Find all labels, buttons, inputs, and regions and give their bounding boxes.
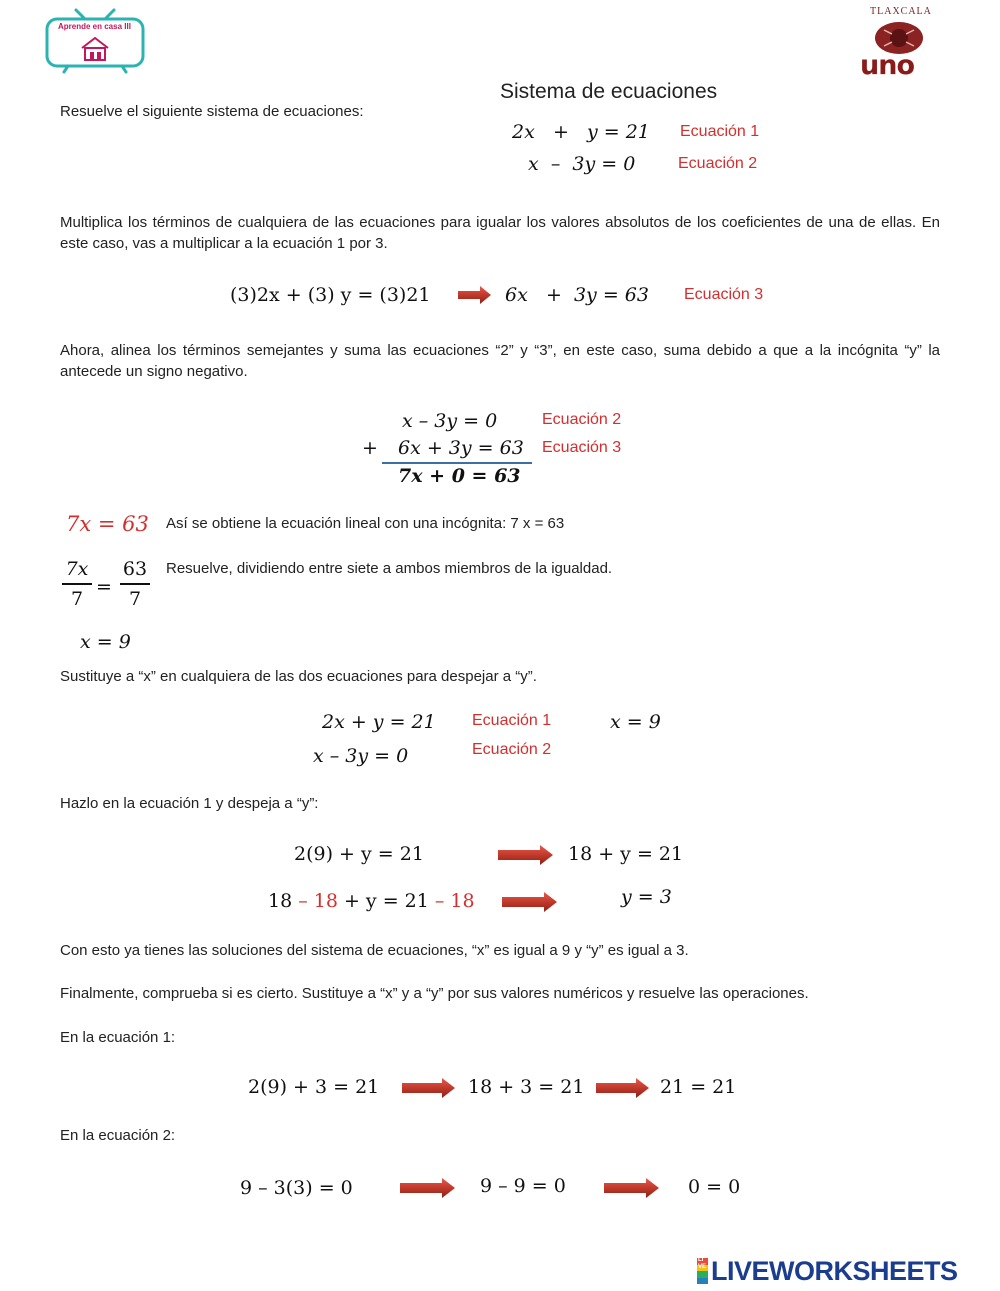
live-badge-text: LIVE bbox=[698, 1257, 707, 1270]
step5-line1-right: 18 + y = 21 bbox=[568, 843, 684, 865]
arrow-right-icon bbox=[400, 1177, 456, 1199]
check2-heading: En la ecuación 2: bbox=[60, 1127, 176, 1144]
system-eq1-label: Ecuación 1 bbox=[680, 123, 760, 140]
uno-text: uno bbox=[860, 50, 914, 81]
aprende-en-casa-logo bbox=[44, 6, 146, 74]
step5-line2-left: 18 – 18 + y = 21 – 18 bbox=[268, 890, 475, 912]
verify-text: Finalmente, comprueba si es cierto. Sustituye a “x” y a “y” por sus valores numéricos y resuelve las operaciones. bbox=[60, 985, 809, 1002]
step3-text2: Resuelve, dividiendo entre siete a ambos miembros de la igualdad. bbox=[166, 560, 613, 577]
step1-right-eq: 6x + 3y = 63 bbox=[505, 284, 649, 306]
check1-b: 18 + 3 = 21 bbox=[468, 1076, 585, 1098]
arrow-right-icon bbox=[604, 1177, 660, 1199]
system-eq2: x – 3y = 0 bbox=[528, 153, 636, 175]
check1-a: 2(9) + 3 = 21 bbox=[248, 1076, 380, 1098]
fraction-equals: = bbox=[96, 576, 112, 598]
fraction-right: 63 7 bbox=[120, 558, 150, 610]
step2-row1: x – 3y = 0 bbox=[402, 410, 498, 432]
check2-a: 9 – 3(3) = 0 bbox=[240, 1177, 353, 1199]
step2-row2: 6x + 3y = 63 bbox=[398, 437, 524, 459]
step2-plus: + bbox=[362, 437, 378, 459]
step2-text: Ahora, alinea los términos semejantes y suma las ecuaciones “2” y “3”, en este caso, suma debido a que a la incógnita “y” la antecede un signo negativo. bbox=[60, 342, 940, 380]
check1-heading: En la ecuación 1: bbox=[60, 1029, 176, 1046]
arrow-right-icon bbox=[502, 891, 558, 913]
fraction-bar bbox=[62, 583, 92, 585]
aprende-en-casa-text: Aprende en casa III bbox=[58, 22, 131, 31]
solution-x: x = 9 bbox=[80, 631, 131, 653]
step4-eq2-label: Ecuación 2 bbox=[472, 741, 552, 758]
check2-b: 9 – 9 = 0 bbox=[480, 1175, 566, 1197]
system-eq2-label: Ecuación 2 bbox=[678, 155, 758, 172]
step2-row1-label: Ecuación 2 bbox=[542, 411, 622, 428]
arrow-right-icon bbox=[596, 1077, 650, 1099]
check2-c: 0 = 0 bbox=[688, 1176, 741, 1198]
conclusion-text: Con esto ya tienes las soluciones del sistema de ecuaciones, “x” es igual a 9 y “y” es igual a 3. bbox=[60, 942, 689, 959]
step4-eq1-label: Ecuación 1 bbox=[472, 712, 552, 729]
step1-text: Multiplica los términos de cualquiera de las ecuaciones para igualar los valores absolutos de los coeficientes de una de ellas. En este caso, vas a multiplicar a la ecuación 1 por 3. bbox=[60, 214, 940, 252]
step4-eq2: x – 3y = 0 bbox=[313, 745, 409, 767]
step1-label: Ecuación 3 bbox=[684, 286, 764, 303]
step5-line2-right: y = 3 bbox=[621, 886, 672, 908]
step4-text: Sustituye a “x” en cualquiera de las dos ecuaciones para despejar a “y”. bbox=[60, 668, 537, 685]
sum-divider bbox=[382, 462, 532, 464]
system-eq1: 2x + y = 21 bbox=[512, 121, 650, 143]
page-title: Sistema de ecuaciones bbox=[500, 80, 718, 103]
step3-equation: 7x = 63 bbox=[66, 512, 149, 536]
step5-text: Hazlo en la ecuación 1 y despeja a “y”: bbox=[60, 795, 319, 812]
step2-row2-label: Ecuación 3 bbox=[542, 439, 622, 456]
arrow-right-icon bbox=[458, 285, 492, 305]
arrow-right-icon bbox=[498, 844, 554, 866]
fraction-bar bbox=[120, 583, 150, 585]
tlaxcala-uno-logo bbox=[858, 6, 938, 81]
check1-c: 21 = 21 bbox=[660, 1076, 737, 1098]
step3-text: Así se obtiene la ecuación lineal con una incógnita: 7 x = 63 bbox=[166, 515, 565, 532]
liveworksheets-brand: LIVEWORKSHEETS bbox=[711, 1255, 958, 1286]
step4-x-value: x = 9 bbox=[610, 711, 661, 733]
arrow-right-icon bbox=[402, 1077, 456, 1099]
step4-eq1: 2x + y = 21 bbox=[322, 711, 436, 733]
step1-left-eq: (3)2x + (3) y = (3)21 bbox=[230, 284, 431, 306]
tlaxcala-text: TLAXCALA bbox=[870, 6, 932, 17]
liveworksheets-logo[interactable] bbox=[697, 1256, 958, 1286]
fraction-left: 7x 7 bbox=[62, 558, 92, 610]
step2-result: 7x + 0 = 63 bbox=[398, 465, 521, 487]
intro-text: Resuelve el siguiente sistema de ecuaciones: bbox=[60, 103, 364, 120]
step5-line1-left: 2(9) + y = 21 bbox=[294, 843, 424, 865]
